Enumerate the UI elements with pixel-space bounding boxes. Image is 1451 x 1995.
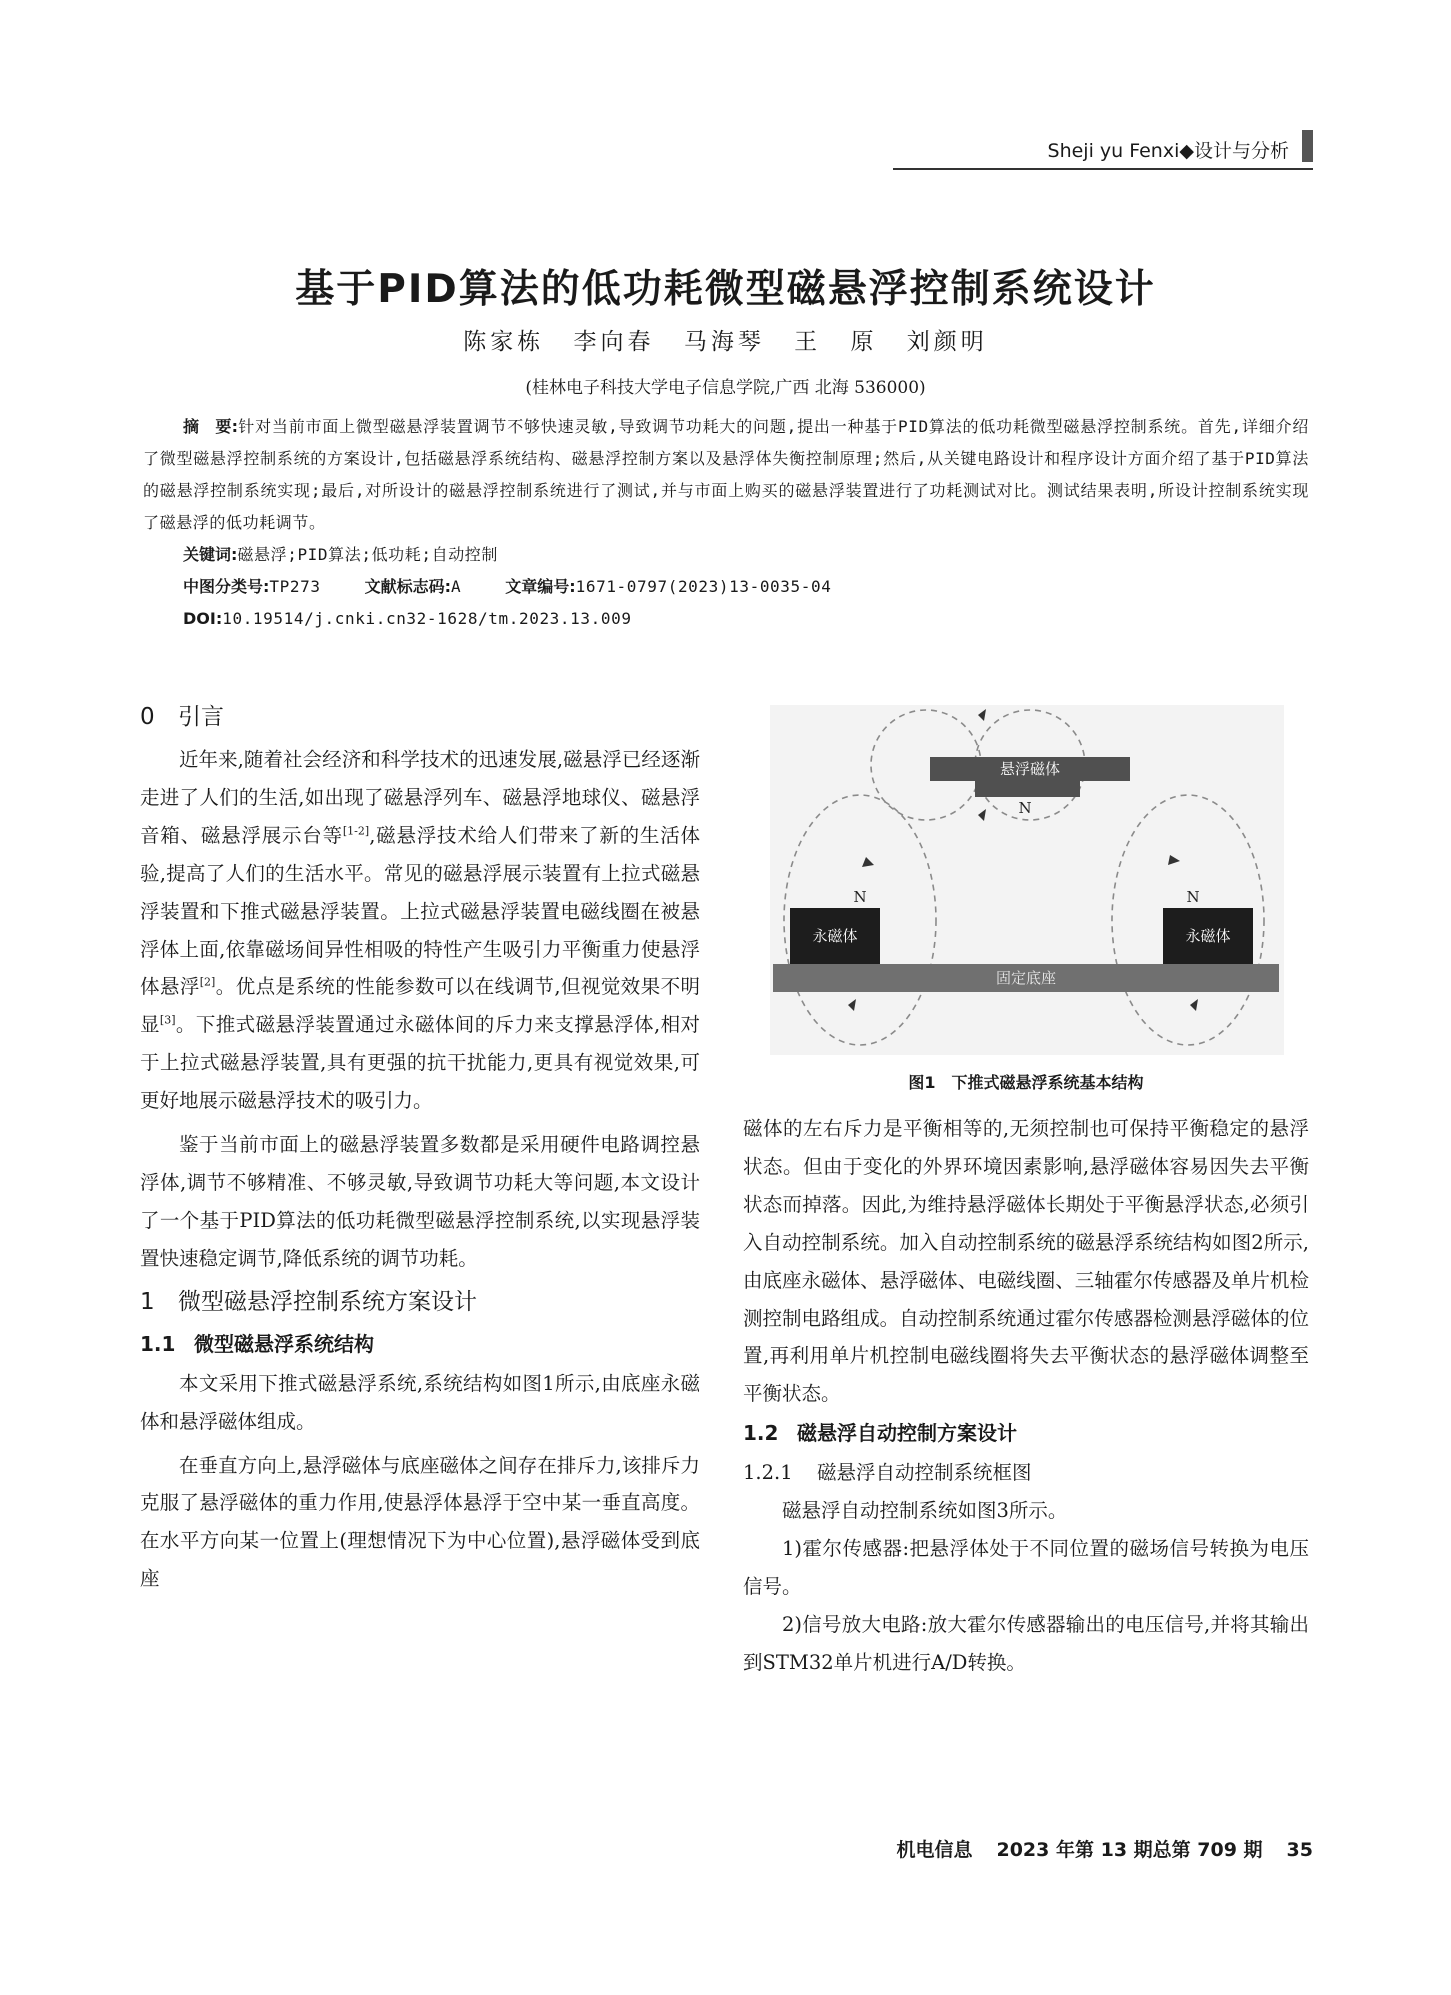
running-header-text: Sheji yu Fenxi◆设计与分析: [1047, 140, 1289, 162]
page-number: 35: [1286, 1839, 1313, 1861]
citation-2: [2]: [199, 975, 216, 989]
intro-paragraph-2: 鉴于当前市面上的磁悬浮装置多数都是采用硬件电路调控悬浮体,调节不够精准、不够灵敏,导致调节功耗大等问题,本文设计了一个基于PID算法的低功耗微型磁悬浮控制系统,以实现悬浮装置快速稳定调节,降低系统的调节功耗。: [140, 1133, 700, 1270]
keywords: [143, 539, 1309, 571]
abstract-text: 针对当前市面上微型磁悬浮装置调节不够快速灵敏,导致调节功耗大的问题,提出一种基于PID算法的低功耗微型磁悬浮控制系统。首先,详细介绍了微型磁悬浮控制系统的方案设计,包括磁悬浮系统结构、磁悬浮控制方案以及悬浮体失衡控制原理;然后,从关键电路设计和程序设计方面介绍了基于PID算法的磁悬浮控制系统实现;最后,对所设计的磁悬浮控制系统进行了测试,并与市面上购买的磁悬浮装置进行了功耗测试对比。测试结果表明,所设计控制系统实现了磁悬浮的低功耗调节。: [143, 417, 1309, 532]
section-1-1-number: 1.1: [140, 1331, 176, 1356]
right-magnet-label: 永磁体: [1185, 927, 1231, 945]
section-0-heading: [140, 697, 700, 737]
left-column: [140, 697, 700, 1598]
right-column: [743, 1110, 1309, 1682]
arrow-icon: [978, 809, 986, 821]
section-0-number: 0: [140, 704, 155, 730]
doc-code-value: A: [450, 577, 462, 596]
section-1-title: 微型磁悬浮控制系统方案设计: [178, 1288, 477, 1315]
left-magnet-label: 永磁体: [812, 927, 858, 945]
author-list: 陈家栋 李向春 马海琴 王 原 刘颜明: [463, 329, 988, 355]
left-pole-label: N: [853, 888, 867, 906]
classification-line: [143, 571, 1309, 603]
structure-paragraph-3: 磁体的左右斥力是平衡相等的,无须控制也可保持平衡稳定的悬浮状态。但由于变化的外界环境因素影响,悬浮磁体容易因失去平衡状态而掉落。因此,为维持悬浮磁体长期处于平衡悬浮状态,必须引入自动控制系统。加入自动控制系统的磁悬浮系统结构如图2所示,由底座永磁体、悬浮磁体、电磁线圈、三轴霍尔传感器及单片机检测控制电路组成。自动控制系统通过霍尔传感器检测悬浮磁体的位置,再利用单片机控制电磁线圈将失去平衡状态的悬浮磁体调整至平衡状态。: [743, 1117, 1309, 1406]
doi-value: 10.19514/j.cnki.cn32-1628/tm.2023.13.009: [222, 609, 632, 628]
section-1-2-number: 1.2: [743, 1421, 779, 1446]
intro-p1-part-c: 。优点是系统的性能参数可以在线调节,但视觉效果不明显: [140, 975, 700, 1037]
doi-label: DOI:: [183, 609, 223, 628]
intro-p1-part-d: 。下推式磁悬浮装置通过永磁体间的斥力来支撑悬浮体,相对于上拉式磁悬浮装置,具有更强的抗干扰能力,更具有视觉效果,可更好地展示磁悬浮技术的吸引力。: [140, 1013, 700, 1113]
figure-1: [770, 705, 1284, 1055]
fixed-base-label: 固定底座: [995, 969, 1057, 987]
section-1-number: 1: [140, 1288, 155, 1315]
article-number-label: 文章编号:: [505, 577, 576, 596]
section-1-2-heading: [743, 1415, 1309, 1452]
section-1-1-title: 微型磁悬浮系统结构: [194, 1331, 374, 1356]
arrow-icon: [1190, 999, 1198, 1011]
control-item-1: 1)霍尔传感器:把悬浮体处于不同位置的磁场信号转换为电压信号。: [743, 1537, 1309, 1598]
abstract-block: [143, 411, 1309, 635]
article-number-value: 1671-0797(2023)13-0035-04: [575, 577, 832, 596]
figure-1-caption: 图1 下推式磁悬浮系统基本结构: [908, 1073, 1144, 1092]
intro-p1-part-b: ,磁悬浮技术给人们带来了新的生活体验,提高了人们的生活水平。常见的磁悬浮展示装置有上拉式磁悬浮装置和下推式磁悬浮装置。上拉式磁悬浮装置电磁线圈在被悬浮体上面,依靠磁场间异性相吸的特性产生吸引力平衡重力使悬浮体悬浮: [140, 823, 700, 999]
right-pole-label: N: [1186, 888, 1200, 906]
abstract-label: 摘 要:: [183, 417, 239, 436]
citation-3: [3]: [159, 1013, 176, 1027]
issue-info: 2023 年第 13 期总第 709 期: [996, 1839, 1263, 1861]
control-item-2: 2)信号放大电路:放大霍尔传感器输出的电压信号,并将其输出到STM32单片机进行A/D转换。: [743, 1612, 1309, 1674]
keywords-text: 磁悬浮;PID算法;低功耗;自动控制: [237, 545, 499, 564]
abstract: [143, 411, 1309, 539]
figure-1-diagram: [770, 705, 1284, 1055]
page-footer: [896, 1835, 1313, 1862]
arrow-icon: [848, 999, 856, 1011]
section-1-heading: [140, 1282, 700, 1322]
section-1-1-heading: [140, 1326, 700, 1363]
paper-title: 基于PID算法的低功耗微型磁悬浮控制系统设计: [295, 267, 1156, 312]
intro-paragraph-1: [140, 741, 700, 1120]
doi-line: [143, 603, 1309, 635]
clc-value: TP273: [269, 577, 321, 596]
doc-code-label: 文献标志码:: [364, 577, 451, 596]
levitating-magnet-pole: [975, 781, 1080, 797]
section-1-2-1-title: 磁悬浮自动控制系统框图: [817, 1461, 1032, 1485]
clc-label: 中图分类号:: [183, 577, 270, 596]
control-paragraph-1: 磁悬浮自动控制系统如图3所示。: [782, 1499, 1068, 1523]
journal-name: 机电信息: [896, 1839, 973, 1861]
levitating-magnet-label: 悬浮磁体: [999, 760, 1061, 778]
arrow-icon: [862, 857, 874, 867]
structure-paragraph-2: 在垂直方向上,悬浮磁体与底座磁体之间存在排斥力,该排斥力克服了悬浮磁体的重力作用,使悬浮体悬浮于空中某一垂直高度。在水平方向某一位置上(理想情况下为中心位置),悬浮磁体受到底座: [140, 1453, 700, 1591]
keywords-label: 关键词:: [183, 545, 238, 564]
structure-paragraph-1: 本文采用下推式磁悬浮系统,系统结构如图1所示,由底座永磁体和悬浮磁体组成。: [140, 1371, 700, 1433]
levitating-pole-label: N: [1018, 799, 1032, 817]
section-0-title: 引言: [178, 704, 224, 730]
arrow-icon: [978, 709, 986, 721]
section-1-2-1-number: 1.2.1: [743, 1461, 793, 1485]
arrow-icon: [1168, 855, 1180, 865]
affiliation: (桂林电子科技大学电子信息学院,广西 北海 536000): [525, 378, 926, 398]
citation-1-2: [1-2]: [342, 824, 370, 838]
running-header-bar: [1302, 130, 1313, 162]
running-header: [893, 128, 1313, 170]
intro-p1-part-a: 近年来,随着社会经济和科学技术的迅速发展,磁悬浮已经逐渐走进了人们的生活,如出现了磁悬浮列车、磁悬浮地球仪、磁悬浮音箱、磁悬浮展示台等: [140, 748, 700, 847]
section-1-2-title: 磁悬浮自动控制方案设计: [797, 1421, 1017, 1446]
section-1-2-1-heading: [743, 1454, 1309, 1492]
